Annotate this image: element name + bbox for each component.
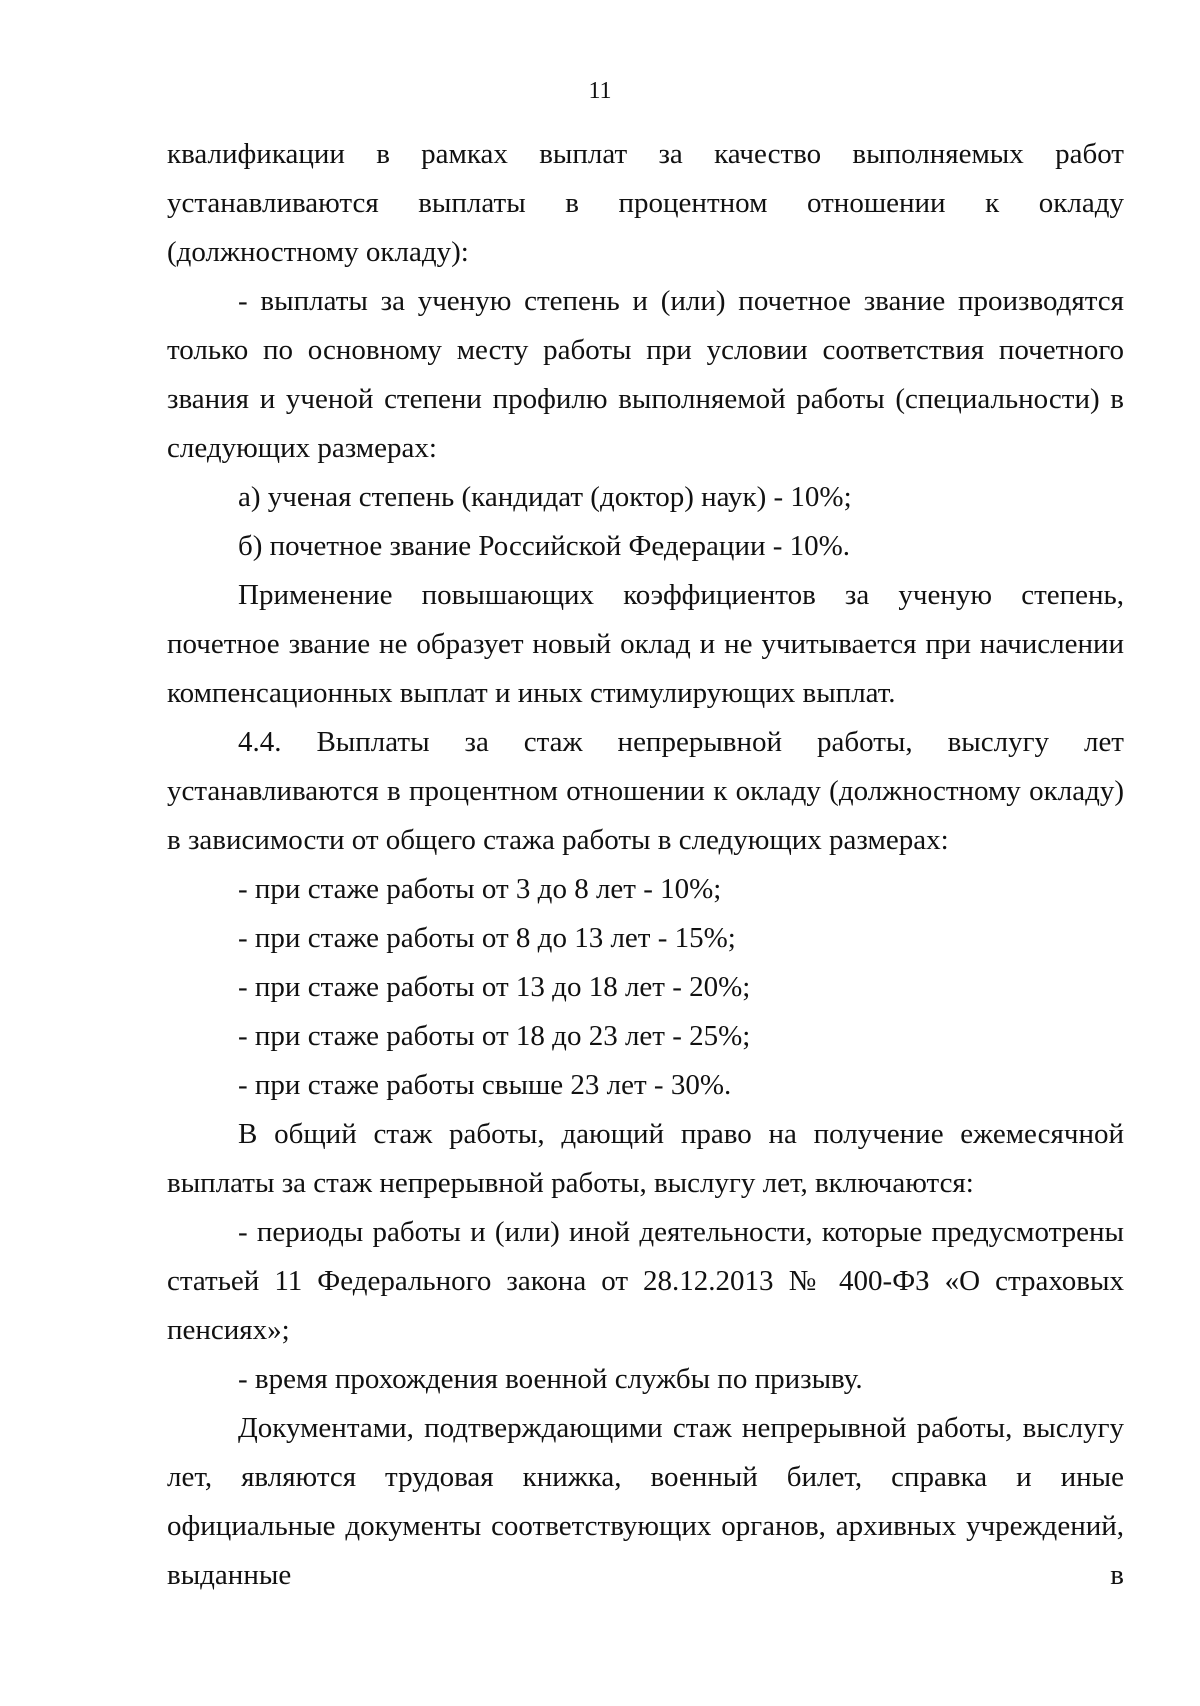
list-item-tenure-18-23: - при стаже работы от 18 до 23 лет - 25%; bbox=[238, 1020, 751, 1052]
list-item-tenure-8-13: - при стаже работы от 8 до 13 лет - 15%; bbox=[238, 922, 736, 954]
list-item-honorary-title: б) почетное звание Российской Федерации - 10%. bbox=[238, 530, 851, 562]
document-body bbox=[167, 130, 1124, 1600]
list-item-academic-degree: а) ученая степень (кандидат (доктор) наук) - 10%; bbox=[238, 481, 852, 513]
list-item-tenure-over-23: - при стаже работы свыше 23 лет - 30%. bbox=[238, 1069, 732, 1101]
paragraph-degree-payments: - выплаты за ученую степень и (или) почетное звание производятся только по основному месту работы при условии соответствия почетного звания и ученой степени профилю выполняемой работы (специальности) в следующих размерах: bbox=[167, 285, 1124, 464]
paragraph-supporting-documents: Документами, подтверждающими стаж непрерывной работы, выслугу лет, являются трудовая книжка, военный билет, справка и иные официальные документы соответствующих органов, архивных учреждений, выданные в bbox=[167, 1412, 1124, 1591]
paragraph-qualification-continued: квалификации в рамках выплат за качество выполняемых работ устанавливаются выплаты в процентном отношении к окладу (должностному окладу): bbox=[167, 138, 1124, 268]
paragraph-section-4-4: 4.4. Выплаты за стаж непрерывной работы, выслугу лет устанавливаются в процентном отношении к окладу (должностному окладу) в зависимости от общего стажа работы в следующих размерах: bbox=[167, 726, 1124, 856]
list-item-military-service: - время прохождения военной службы по призыву. bbox=[238, 1363, 863, 1395]
list-item-tenure-3-8: - при стаже работы от 3 до 8 лет - 10%; bbox=[238, 873, 722, 905]
list-item-work-periods: - периоды работы и (или) иной деятельности, которые предусмотрены статьей 11 Федерального закона от 28.12.2013 № 400-ФЗ «О страховых пенсиях»; bbox=[167, 1216, 1124, 1346]
list-item-tenure-13-18: - при стаже работы от 13 до 18 лет - 20%; bbox=[238, 971, 751, 1003]
paragraph-total-tenure: В общий стаж работы, дающий право на получение ежемесячной выплаты за стаж непрерывной работы, выслугу лет, включаются: bbox=[167, 1118, 1124, 1199]
page-number: 11 bbox=[588, 78, 612, 104]
paragraph-coefficients-note: Применение повышающих коэффициентов за ученую степень, почетное звание не образует новый оклад и не учитывается при начислении компенсационных выплат и иных стимулирующих выплат. bbox=[167, 579, 1124, 709]
